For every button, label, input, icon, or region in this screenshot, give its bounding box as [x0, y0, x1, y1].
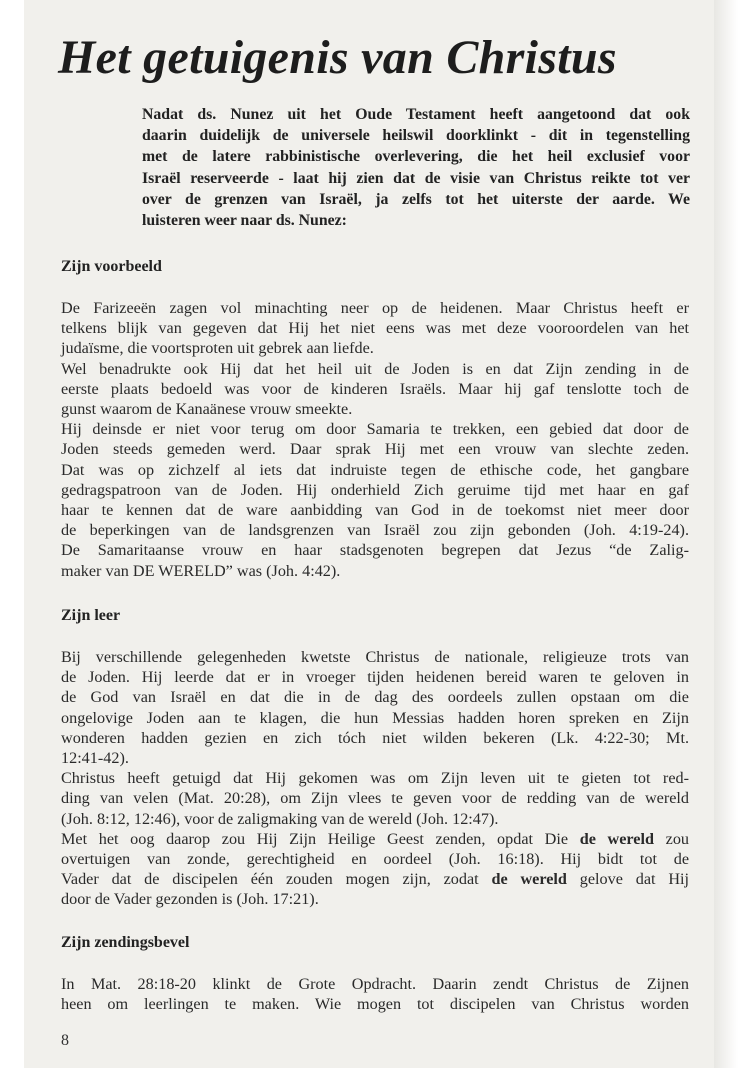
text-line: Bij verschillende gelegenheden kwetste Christus de nationale, religieuze trots van — [61, 648, 689, 666]
intro-line: over de grenzen van Israël, ja zelfs tot het uiterste der aarde. We — [142, 190, 690, 208]
intro-paragraph — [142, 104, 690, 231]
text-segment: gelove dat Hij — [566, 870, 690, 889]
text-line: gedragspatroon van de Joden. Hij onderhield Zich geruime tijd met haar en gaf — [61, 480, 689, 499]
bold-phrase: de wereld — [491, 870, 567, 889]
text-line: telkens blijk van gegeven dat Hij het niet eens was met deze vooroordelen van het — [61, 319, 689, 338]
text-segment: Vader dat de discipelen één zouden mogen zijn, zodat — [61, 870, 479, 889]
text-line: Dat was op zichzelf al iets dat indruiste tegen de ethische code, het gangbare — [61, 460, 689, 479]
intro-line: met de latere rabbinistische overlevering, die het heil exclusief voor — [142, 148, 690, 166]
text-line: de God van Israël en dat die in de dag des oordeels zullen opstaan om die — [61, 688, 689, 707]
intro-line: Israël reserveerde - laat hij zien dat de visie van Christus reikte tot ver — [142, 169, 690, 187]
page-edge — [714, 0, 738, 1068]
intro-line: daarin duidelijk de universele heilswil doorklinkt - dit in tegenstelling — [142, 127, 690, 145]
section-heading-zendingsbevel: Zijn zendingsbevel — [61, 934, 190, 951]
intro-line: Nadat ds. Nunez uit het Oude Testament heeft aangetoond dat ook — [142, 106, 690, 123]
page — [24, 0, 714, 1068]
section-body-voorbeeld — [61, 298, 689, 581]
text-line: Wel benadrukte ook Hij dat het heil uit de Joden is en dat Zijn zending in de — [61, 359, 689, 378]
text-line: Hij deinsde er niet voor terug om door Samaria te trekken, een gebied dat door de — [61, 420, 689, 439]
text-line: wonderen hadden gezien en zich tóch niet wilden bekeren (Lk. 4:22-30; Mt. — [61, 728, 689, 747]
section-body-zendingsbevel — [61, 974, 689, 1014]
text-line: De Samaritaanse vrouw en haar stadsgenoten begrepen dat Jezus “de Zalig- — [61, 541, 689, 560]
text-line: Christus heeft getuigd dat Hij gekomen was om Zijn leven uit te gieten tot red- — [61, 769, 689, 788]
text-line: Joden steeds gemeden werd. Daar sprak Hij met een vrouw van slechte zeden. — [61, 440, 689, 459]
text-line: In Mat. 28:18-20 klinkt de Grote Opdracht. Daarin zendt Christus de Zijnen — [61, 975, 689, 993]
page-number: 8 — [61, 1032, 69, 1049]
intro-line: luisteren weer naar ds. Nunez: — [142, 212, 347, 230]
section-heading-leer: Zijn leer — [61, 607, 121, 624]
text-segment: Met het oog daarop zou Hij Zijn Heilige Geest zenden, opdat Die — [61, 829, 569, 848]
text-line: De Farizeeën zagen vol minachting neer op de heidenen. Maar Christus heeft er — [61, 299, 689, 317]
text-line: de Joden. Hij leerde dat er in vroeger tijden heidenen bereid waren te geloven in — [61, 668, 689, 687]
section-heading-voorbeeld: Zijn voorbeeld — [61, 258, 162, 275]
text-line-mixed — [61, 829, 689, 849]
text-line: (Joh. 8:12, 12:46), voor de zaligmaking van de wereld (Joh. 12:47). — [61, 809, 499, 828]
text-line: maker van DE WERELD” was (Joh. 4:42). — [61, 561, 341, 580]
text-line: 12:41-42). — [61, 749, 129, 768]
section-body-leer — [61, 647, 689, 910]
text-line: heen om leerlingen te maken. Wie mogen tot discipelen van Christus worden — [61, 995, 689, 1014]
text-line: gunst waarom de Kanaänese vrouw smeekte. — [61, 400, 353, 419]
text-line: haar te kennen dat de ware aanbidding van God in de toekomst niet meer door — [61, 501, 689, 520]
text-line: ding van velen (Mat. 20:28), om Zijn vlees te geven voor de redding van de wereld — [61, 789, 689, 808]
text-line: de beperkingen van de landsgrenzen van Israël zou zijn gebonden (Joh. 4:19-24). — [61, 521, 689, 540]
text-line-mixed — [61, 869, 689, 889]
text-line: judaïsme, die voortsproten uit gebrek aan liefde. — [61, 339, 374, 358]
bold-phrase: de wereld — [579, 829, 654, 848]
text-segment: zou — [654, 829, 690, 848]
page-title: Het getuigenis van Christus — [58, 31, 617, 84]
text-line: eerste plaats bedoeld was voor de kinderen Israëls. Maar hij gaf tenslotte toch de — [61, 379, 689, 398]
text-line: overtuigen van zonde, gerechtigheid en oordeel (Joh. 16:18). Hij bidt tot de — [61, 850, 689, 869]
text-line: door de Vader gezonden is (Joh. 17:21). — [61, 890, 319, 909]
text-line: ongelovige Joden aan te klagen, die hun Messias hadden horen spreken en Zijn — [61, 708, 689, 727]
